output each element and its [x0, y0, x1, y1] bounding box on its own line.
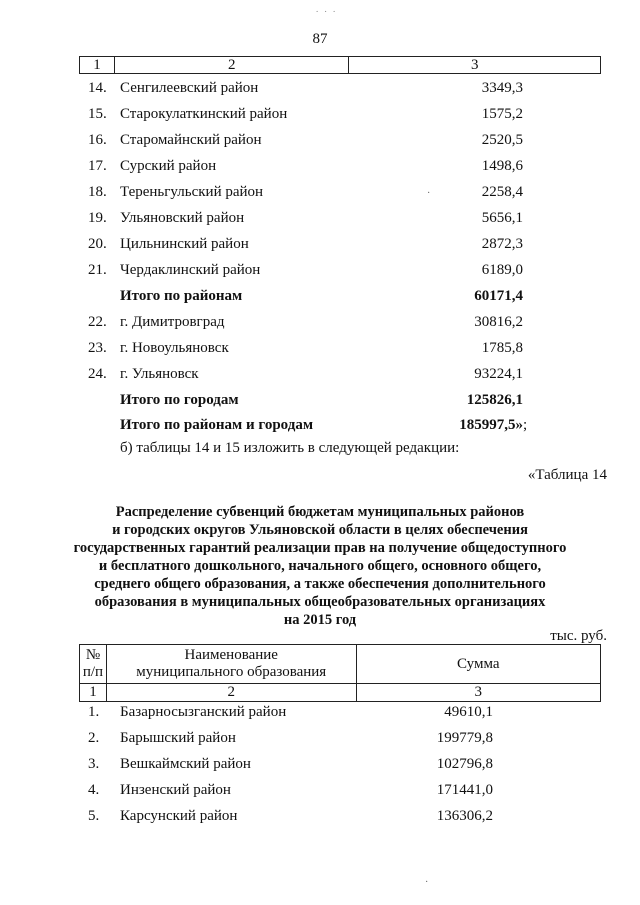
title-line: Распределение субвенций бюджетам муниципальных районов	[115, 504, 525, 520]
header-col-1: 1	[80, 57, 115, 74]
row-value: 3349,3	[481, 80, 523, 96]
row-name: Старокулаткинский район	[120, 106, 288, 122]
title-line: и бесплатного дошкольного, начального общего, основного общего,	[98, 558, 542, 574]
row-name: Цильнинский район	[120, 236, 249, 252]
row-name: Чердаклинский район	[120, 262, 261, 278]
row-value: 1498,6	[481, 158, 523, 174]
title-line: на 2015 год	[283, 612, 357, 628]
total-all-value: 185997,5»	[459, 417, 523, 433]
row-value: 2872,3	[481, 236, 523, 252]
row-name: г. Ульяновск	[120, 366, 199, 382]
header-sum-cell: Сумма	[356, 645, 600, 684]
row-number: 2.	[88, 730, 100, 746]
header-col-3: 3	[349, 57, 601, 74]
total-all-label: Итого по районам и городам	[120, 417, 314, 433]
top-table-header	[79, 56, 601, 74]
row-name: Старомайнский район	[120, 132, 262, 148]
row-value: 1785,8	[481, 340, 523, 356]
row-number: 5.	[88, 808, 100, 824]
row-value: 93224,1	[474, 366, 523, 382]
row-value: 199779,8	[436, 730, 493, 746]
row-name: Вешкаймский район	[120, 756, 251, 772]
row-value: 6189,0	[481, 262, 523, 278]
row-number: 19.	[88, 210, 107, 226]
row-number: 1.	[88, 704, 100, 720]
row-number: 14.	[88, 80, 107, 96]
header-name-line2: муниципального образования	[136, 664, 327, 680]
row-value: 171441,0	[436, 782, 493, 798]
header-col-2: 2	[106, 684, 356, 702]
row-value: 136306,2	[436, 808, 493, 824]
title-line: и городских округов Ульяновской области в целях обеспечения	[112, 522, 528, 538]
header-name-line1: Наименование	[184, 647, 278, 663]
row-number: 20.	[88, 236, 107, 252]
row-number: 23.	[88, 340, 107, 356]
table-label: «Таблица 14	[527, 467, 607, 483]
row-name: Ульяновский район	[120, 210, 245, 226]
total-districts-label: Итого по районам	[120, 288, 243, 304]
row-value: 5656,1	[481, 210, 523, 226]
row-number: 18.	[88, 184, 107, 200]
total-all-suffix: ;	[523, 417, 528, 433]
page-number: 87	[312, 31, 328, 47]
row-name: Тереньгульский район	[120, 184, 264, 200]
total-districts-value: 60171,4	[474, 288, 523, 304]
header-number-cell	[80, 645, 107, 684]
title-line: государственных гарантий реализации прав на получение общедоступного	[73, 540, 567, 556]
row-name: г. Димитровград	[120, 314, 225, 330]
row-number: 4.	[88, 782, 100, 798]
row-name: Базарносызганский район	[120, 704, 287, 720]
total-cities-value: 125826,1	[466, 392, 523, 408]
title-line: среднего общего образования, а также обеспечения дополнительного	[94, 576, 546, 592]
row-name: г. Новоульяновск	[120, 340, 229, 356]
row-value: 2520,5	[481, 132, 523, 148]
row-number: 16.	[88, 132, 107, 148]
row-value: 30816,2	[474, 314, 523, 330]
row-name: Сурский район	[120, 158, 217, 174]
header-col-1: 1	[80, 684, 107, 702]
scan-speck: ·	[427, 188, 431, 199]
title-line: образования в муниципальных общеобразовательных организациях	[94, 594, 546, 610]
header-name-cell	[106, 645, 356, 684]
header-col-3: 3	[356, 684, 600, 702]
row-number: 17.	[88, 158, 107, 174]
table14-header	[79, 644, 601, 702]
row-name: Инзенский район	[120, 782, 231, 798]
row-number: 15.	[88, 106, 107, 122]
row-value: 1575,2	[481, 106, 523, 122]
header-number-line2: п/п	[82, 664, 104, 680]
header-number-line1: №	[85, 647, 101, 663]
amendment-text: б) таблицы 14 и 15 изложить в следующей редакции:	[120, 440, 460, 456]
header-col-2: 2	[114, 57, 349, 74]
unit-label: тыс. руб.	[550, 628, 607, 644]
row-number: 22.	[88, 314, 107, 330]
row-name: Барышский район	[120, 730, 236, 746]
row-name: Сенгилеевский район	[120, 80, 259, 96]
scan-dots: . . .	[316, 4, 338, 14]
table-title	[60, 503, 580, 629]
scan-speck: ·	[425, 877, 429, 888]
row-value: 102796,8	[436, 756, 493, 772]
row-number: 24.	[88, 366, 107, 382]
row-value: 49610,1	[444, 704, 493, 720]
row-name: Карсунский район	[120, 808, 238, 824]
row-number: 3.	[88, 756, 100, 772]
total-cities-label: Итого по городам	[120, 392, 239, 408]
row-value: 2258,4	[481, 184, 523, 200]
row-number: 21.	[88, 262, 107, 278]
